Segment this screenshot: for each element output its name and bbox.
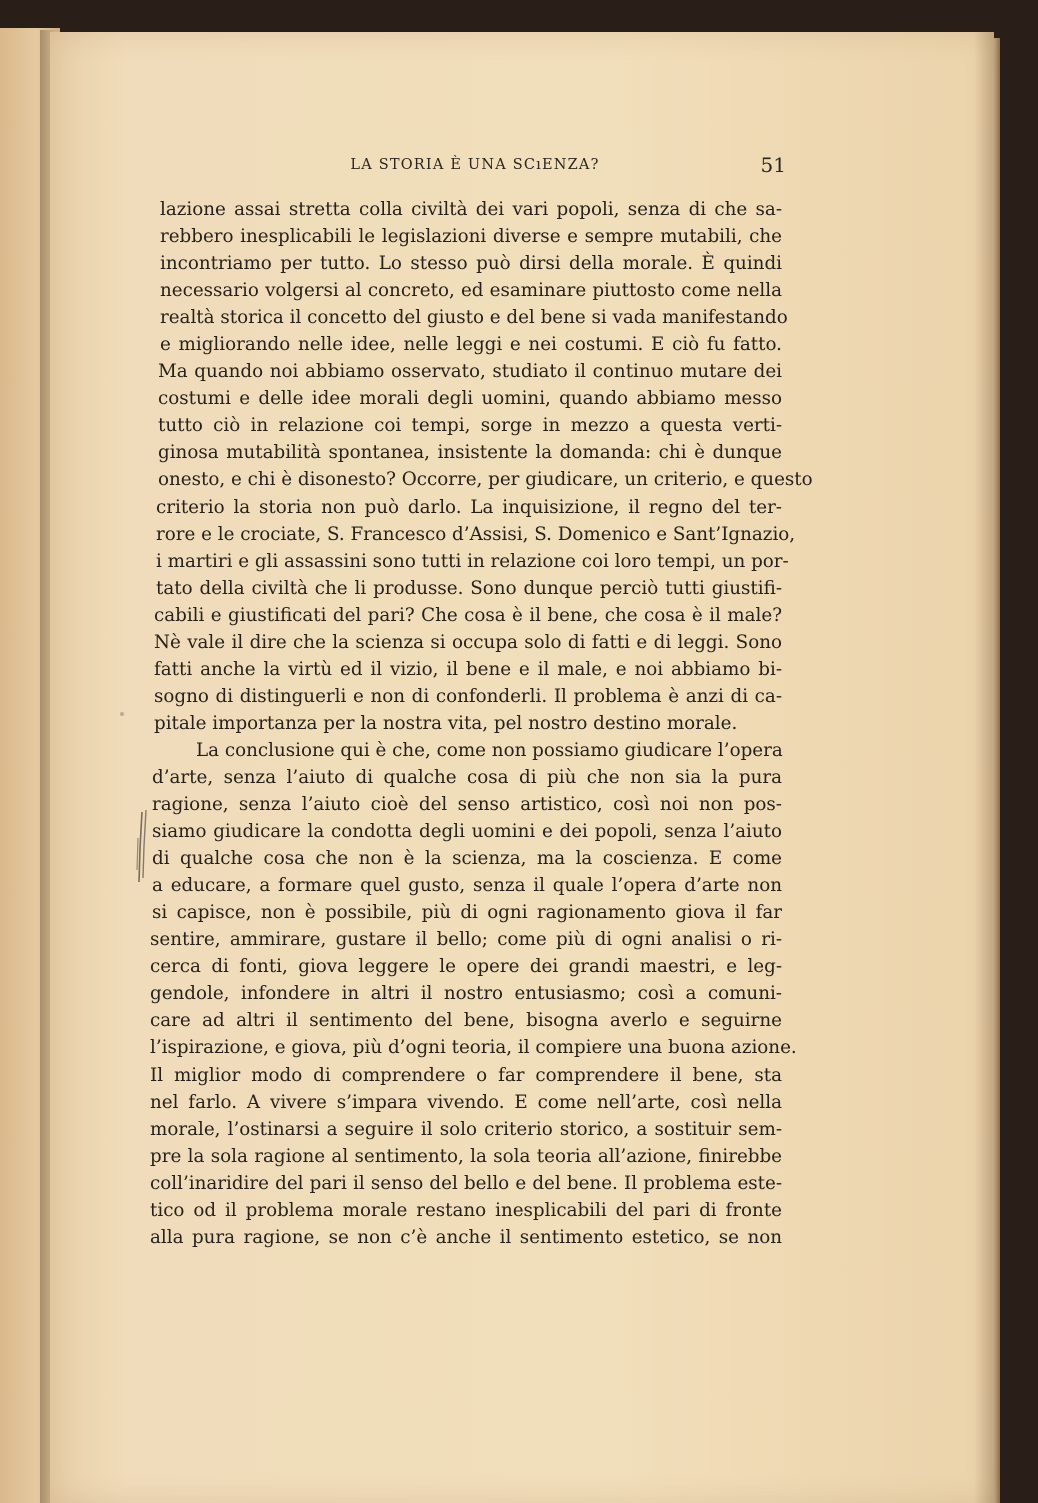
text-line: rebbero inesplicabili le legislazioni diverse e sempre mutabili, che [160,226,782,248]
text-line: d’arte, senza l’aiuto di qualche cosa di più che non sia la pura [152,766,782,788]
text-line: nel farlo. A vivere s’impara vivendo. E come nell’arte, così nella [150,1091,782,1113]
text-line: tico od il problema morale restano inesplicabili del pari di fronte [150,1199,782,1221]
text-line: ginosa mutabilità spontanea, insistente la domanda: chi è dunque [158,442,782,464]
page-shading [974,32,994,1503]
text-line: siamo giudicare la condotta degli uomini e dei popoli, senza l’aiuto [152,821,782,843]
pencil-margin-mark [128,808,168,888]
text-line: l’ispirazione, e giova, più d’ogni teoria, il compiere una buona azione. [150,1037,797,1059]
text-line: ragione, senza l’aiuto cioè del senso artistico, così noi non pos- [152,794,782,816]
text-line: a educare, a formare quel gusto, senza il quale l’opera d’arte non [152,875,782,897]
text-line: e migliorando nelle idee, nelle leggi e nei costumi. E ciò fu fatto. [160,334,782,356]
text-line: tato della civiltà che li produsse. Sono dunque perciò tutti giustifi- [156,577,782,599]
text-line: alla pura ragione, se non c’è anche il sentimento estetico, se non [150,1226,782,1248]
text-line: incontriamo per tutto. Lo stesso può dirsi della morale. È quindi [160,253,782,275]
text-line: tutto ciò in relazione coi tempi, sorge in mezzo a questa verti- [158,415,782,437]
text-line: cabili e giustificati del pari? Che cosa è il bene, che cosa è il male? [154,604,782,626]
text-line: lazione assai stretta colla civiltà dei vari popoli, senza di che sa- [160,199,782,220]
text-line: di qualche cosa che non è la scienza, ma la coscienza. E come [152,848,782,870]
text-line: sogno di distinguerli e non di confonderli. Il problema è anzi di ca- [154,685,782,707]
text-line: gendole, infondere in altri il nostro entusiasmo; così a comuni- [150,983,782,1005]
paragraph-first-line: La conclusione qui è che, come non possiamo giudicare l’opera [196,739,783,761]
text-line: Nè vale il dire che la scienza si occupa solo di fatti e di leggi. Sono [154,631,782,653]
pencil-mark-icon [128,808,168,888]
text-line: pre la sola ragione al sentimento, la sola teoria all’azione, finirebbe [150,1145,782,1167]
page-number: 51 [760,153,786,177]
text-line: onesto, e chi è disonesto? Occorre, per giudicare, un criterio, e questo [158,469,813,491]
text-line: realtà storica il concetto del giusto e del bene si vada manifestando [160,307,788,329]
text-line: coll’inaridire del pari il senso del bello e del bene. Il problema este- [150,1172,782,1194]
text-line: Il miglior modo di comprendere o far comprendere il bene, sta [150,1064,782,1086]
text-line: pitale importanza per la nostra vita, pel nostro destino morale. [154,712,738,734]
text-line: criterio la storia non può darlo. La inquisizione, il regno del ter- [156,496,782,518]
text-line: fatti anche la virtù ed il vizio, il bene e il male, e noi abbiamo bi- [154,658,782,680]
text-line: i martiri e gli assassini sono tutti in relazione coi loro tempi, un por- [156,550,789,572]
text-line: care ad altri il sentimento del bene, bisogna averlo e seguirne [150,1010,782,1032]
text-line: morale, l’ostinarsi a seguire il solo criterio storico, a sostituir sem- [150,1118,782,1140]
body-text [150,196,813,1251]
running-title: LA STORIA È UNA SCıENZA? [350,157,600,173]
text-line: cerca di fonti, giova leggere le opere dei grandi maestri, e leg- [150,956,782,978]
text-line: sentire, ammirare, gustare il bello; come più di ogni analisi o ri- [150,929,782,951]
text-line: costumi e delle idee morali degli uomini, quando abbiamo messo [158,388,782,410]
page-header [164,153,786,183]
margin-dot [120,712,124,716]
text-line: necessario volgersi al concreto, ed esaminare piuttosto come nella [160,280,782,302]
text-line: si capisce, non è possibile, più di ogni ragionamento giova il far [152,902,782,924]
text-line: Ma quando noi abbiamo osservato, studiato il continuo mutare dei [158,361,782,383]
text-line: rore e le crociate, S. Francesco d’Assisi, S. Domenico e Sant’Ignazio, [156,523,796,545]
